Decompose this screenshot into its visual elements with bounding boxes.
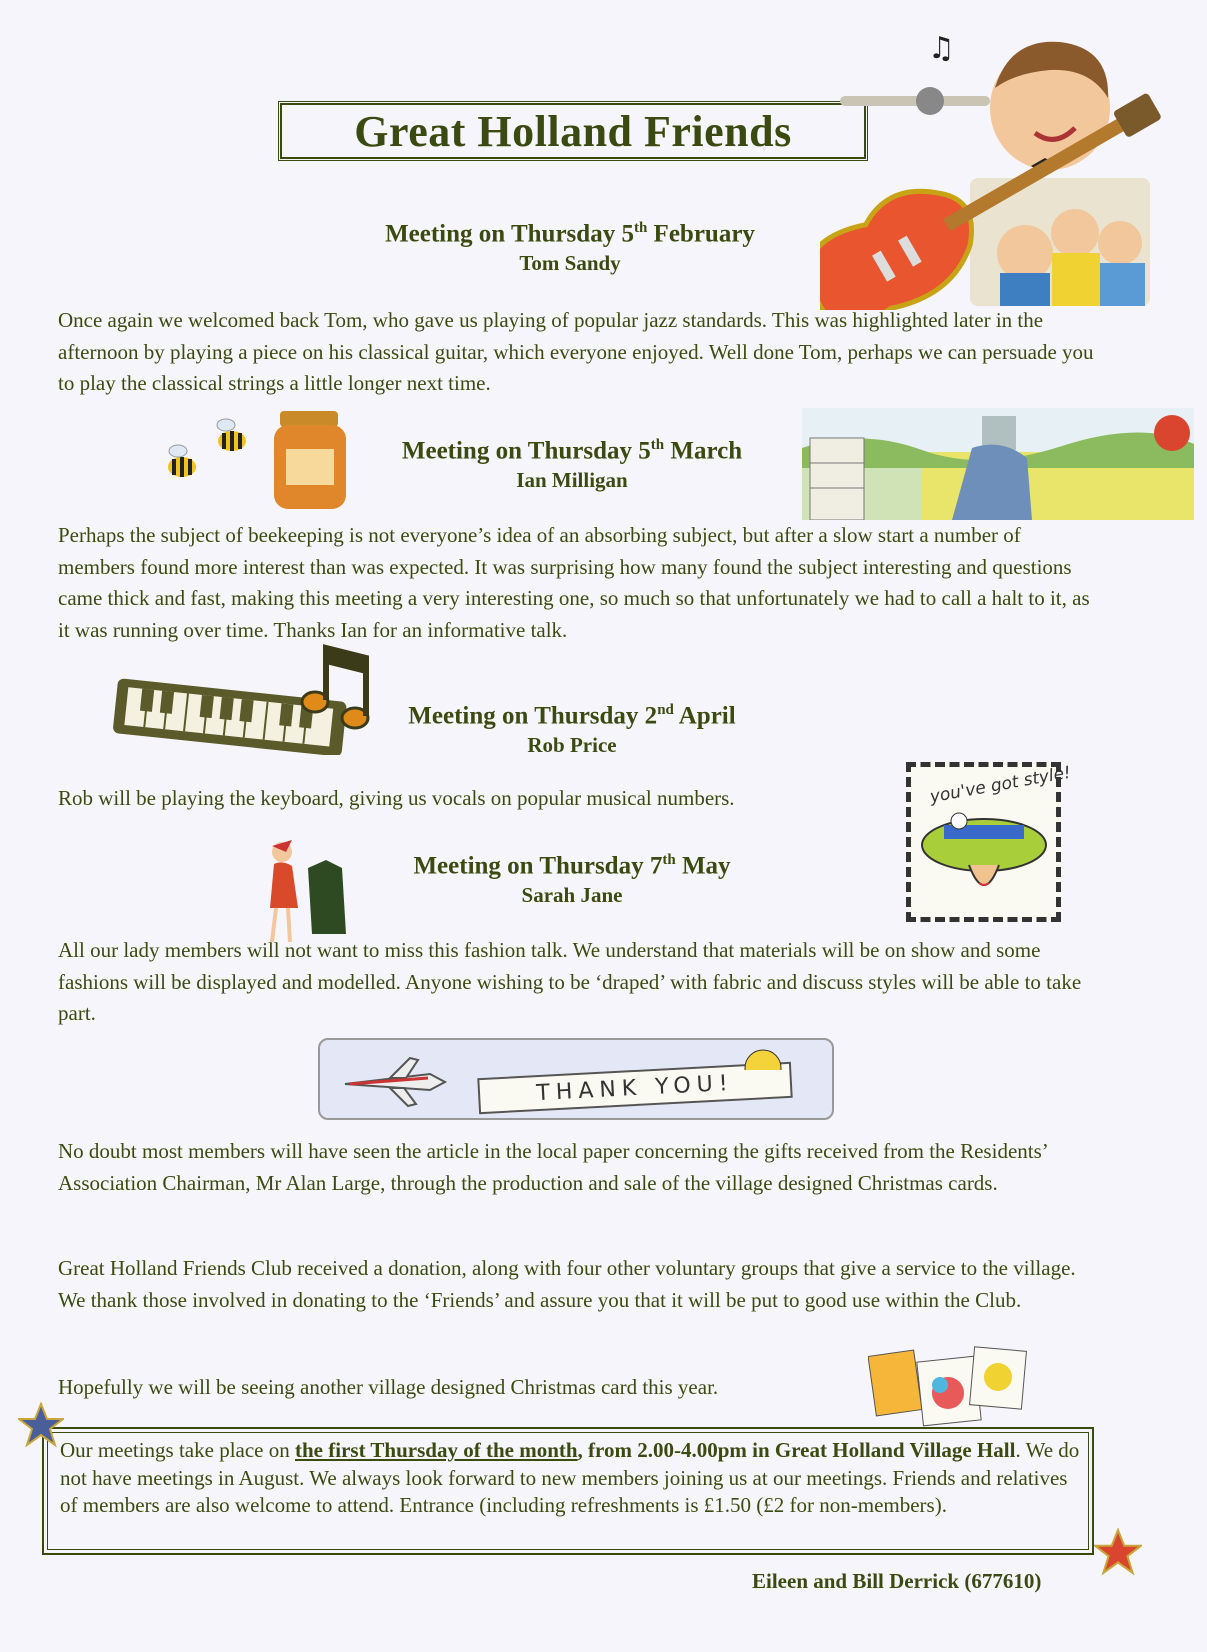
signature: Eileen and Bill Derrick (677610) (752, 1569, 1042, 1593)
star-icon (18, 1402, 64, 1448)
meeting-description: Rob will be playing the keyboard, giving us vocals on popular musical numbers. (58, 786, 735, 810)
speaker-name: Tom Sandy (519, 251, 621, 276)
beekeeper-illustration (802, 408, 1194, 520)
keyboard-illustration (110, 640, 375, 755)
meeting-day-emphasis: the first Thursday of the month (295, 1438, 578, 1462)
style-sticker-text: you've got style! (928, 762, 1073, 808)
meeting-description: Once again we welcomed back Tom, who gave us playing of popular jazz standards. This was highlighted later in the afternoon by playing a piece on his classical guitar, which everyone enjoyed. Well done Tom, perhaps we can persuade you to play the classical strings a little longer next time. (58, 308, 1094, 395)
speaker-name: Ian Milligan (516, 468, 628, 493)
meeting-heading: Meeting on Thursday 2nd April Rob Price (352, 695, 792, 759)
meeting-heading: Meeting on Thursday 5th February Tom Sandy (350, 213, 790, 277)
speaker-name: Rob Price (527, 733, 617, 758)
news-paragraph: No doubt most members will have seen the article in the local paper concerning the gifts received from the Residents’ Association Chairman, Mr Alan Large, through the production and sale of the village designed Christmas cards. (58, 1139, 1048, 1195)
star-icon (1094, 1528, 1142, 1576)
news-paragraph: Great Holland Friends Club received a donation, along with four other voluntary groups that give a service to the village. We thank those involved in donating to the ‘Friends’ and assure you that it will be put to good use within the Club. (58, 1256, 1076, 1312)
svg-text:♫: ♫ (928, 31, 955, 66)
meeting-description: All our lady members will not want to miss this fashion talk. We understand that materials will be on show and some fashions will be displayed and modelled. Anyone wishing to be ‘draped’ with fabric and discuss styles will be able to take part. (58, 938, 1082, 1025)
speaker-name: Sarah Jane (521, 883, 623, 908)
meeting-heading: Meeting on Thursday 5th March Ian Milligan (352, 430, 792, 494)
meeting-description: Perhaps the subject of beekeeping is not everyone’s idea of an absorbing subject, but after a slow start a number of members found more interest than was expected. It was surprising how many found the subject interesting and questions came thick and fast, making this meeting a very interesting one, so much so that unfortunately we had to call a halt to it, as it was running over time. Thanks Ian for an informative talk. (58, 523, 1090, 642)
christmas-cards-illustration (868, 1345, 1028, 1427)
thank-you-banner (318, 1038, 834, 1120)
thank-you-text: THANK YOU! (535, 1070, 735, 1106)
meeting-time-location: , from 2.00-4.00pm in Great Holland Village Hall (577, 1438, 1016, 1462)
news-paragraph: Hopefully we will be seeing another village designed Christmas card this year. (58, 1375, 719, 1399)
meeting-heading: Meeting on Thursday 7th May Sarah Jane (352, 845, 792, 909)
style-sticker (906, 762, 1073, 922)
title-box (280, 103, 866, 159)
fashion-lady-illustration (252, 838, 352, 946)
page-title: Great Holland Friends (354, 106, 792, 156)
meeting-info-text: Our meetings take place on the first Thursday of the month, from 2.00-4.00pm in Great Holland Village Hall. We do not have meetings in August. We always look forward to new members joining us at our meetings. Friends and relatives of members are also welcome to attend. Entrance (including refreshments is £1.50 (£2 for non-members). (60, 1438, 1080, 1517)
bees-honey-illustration (140, 405, 370, 515)
guitarist-illustration (820, 28, 1165, 310)
